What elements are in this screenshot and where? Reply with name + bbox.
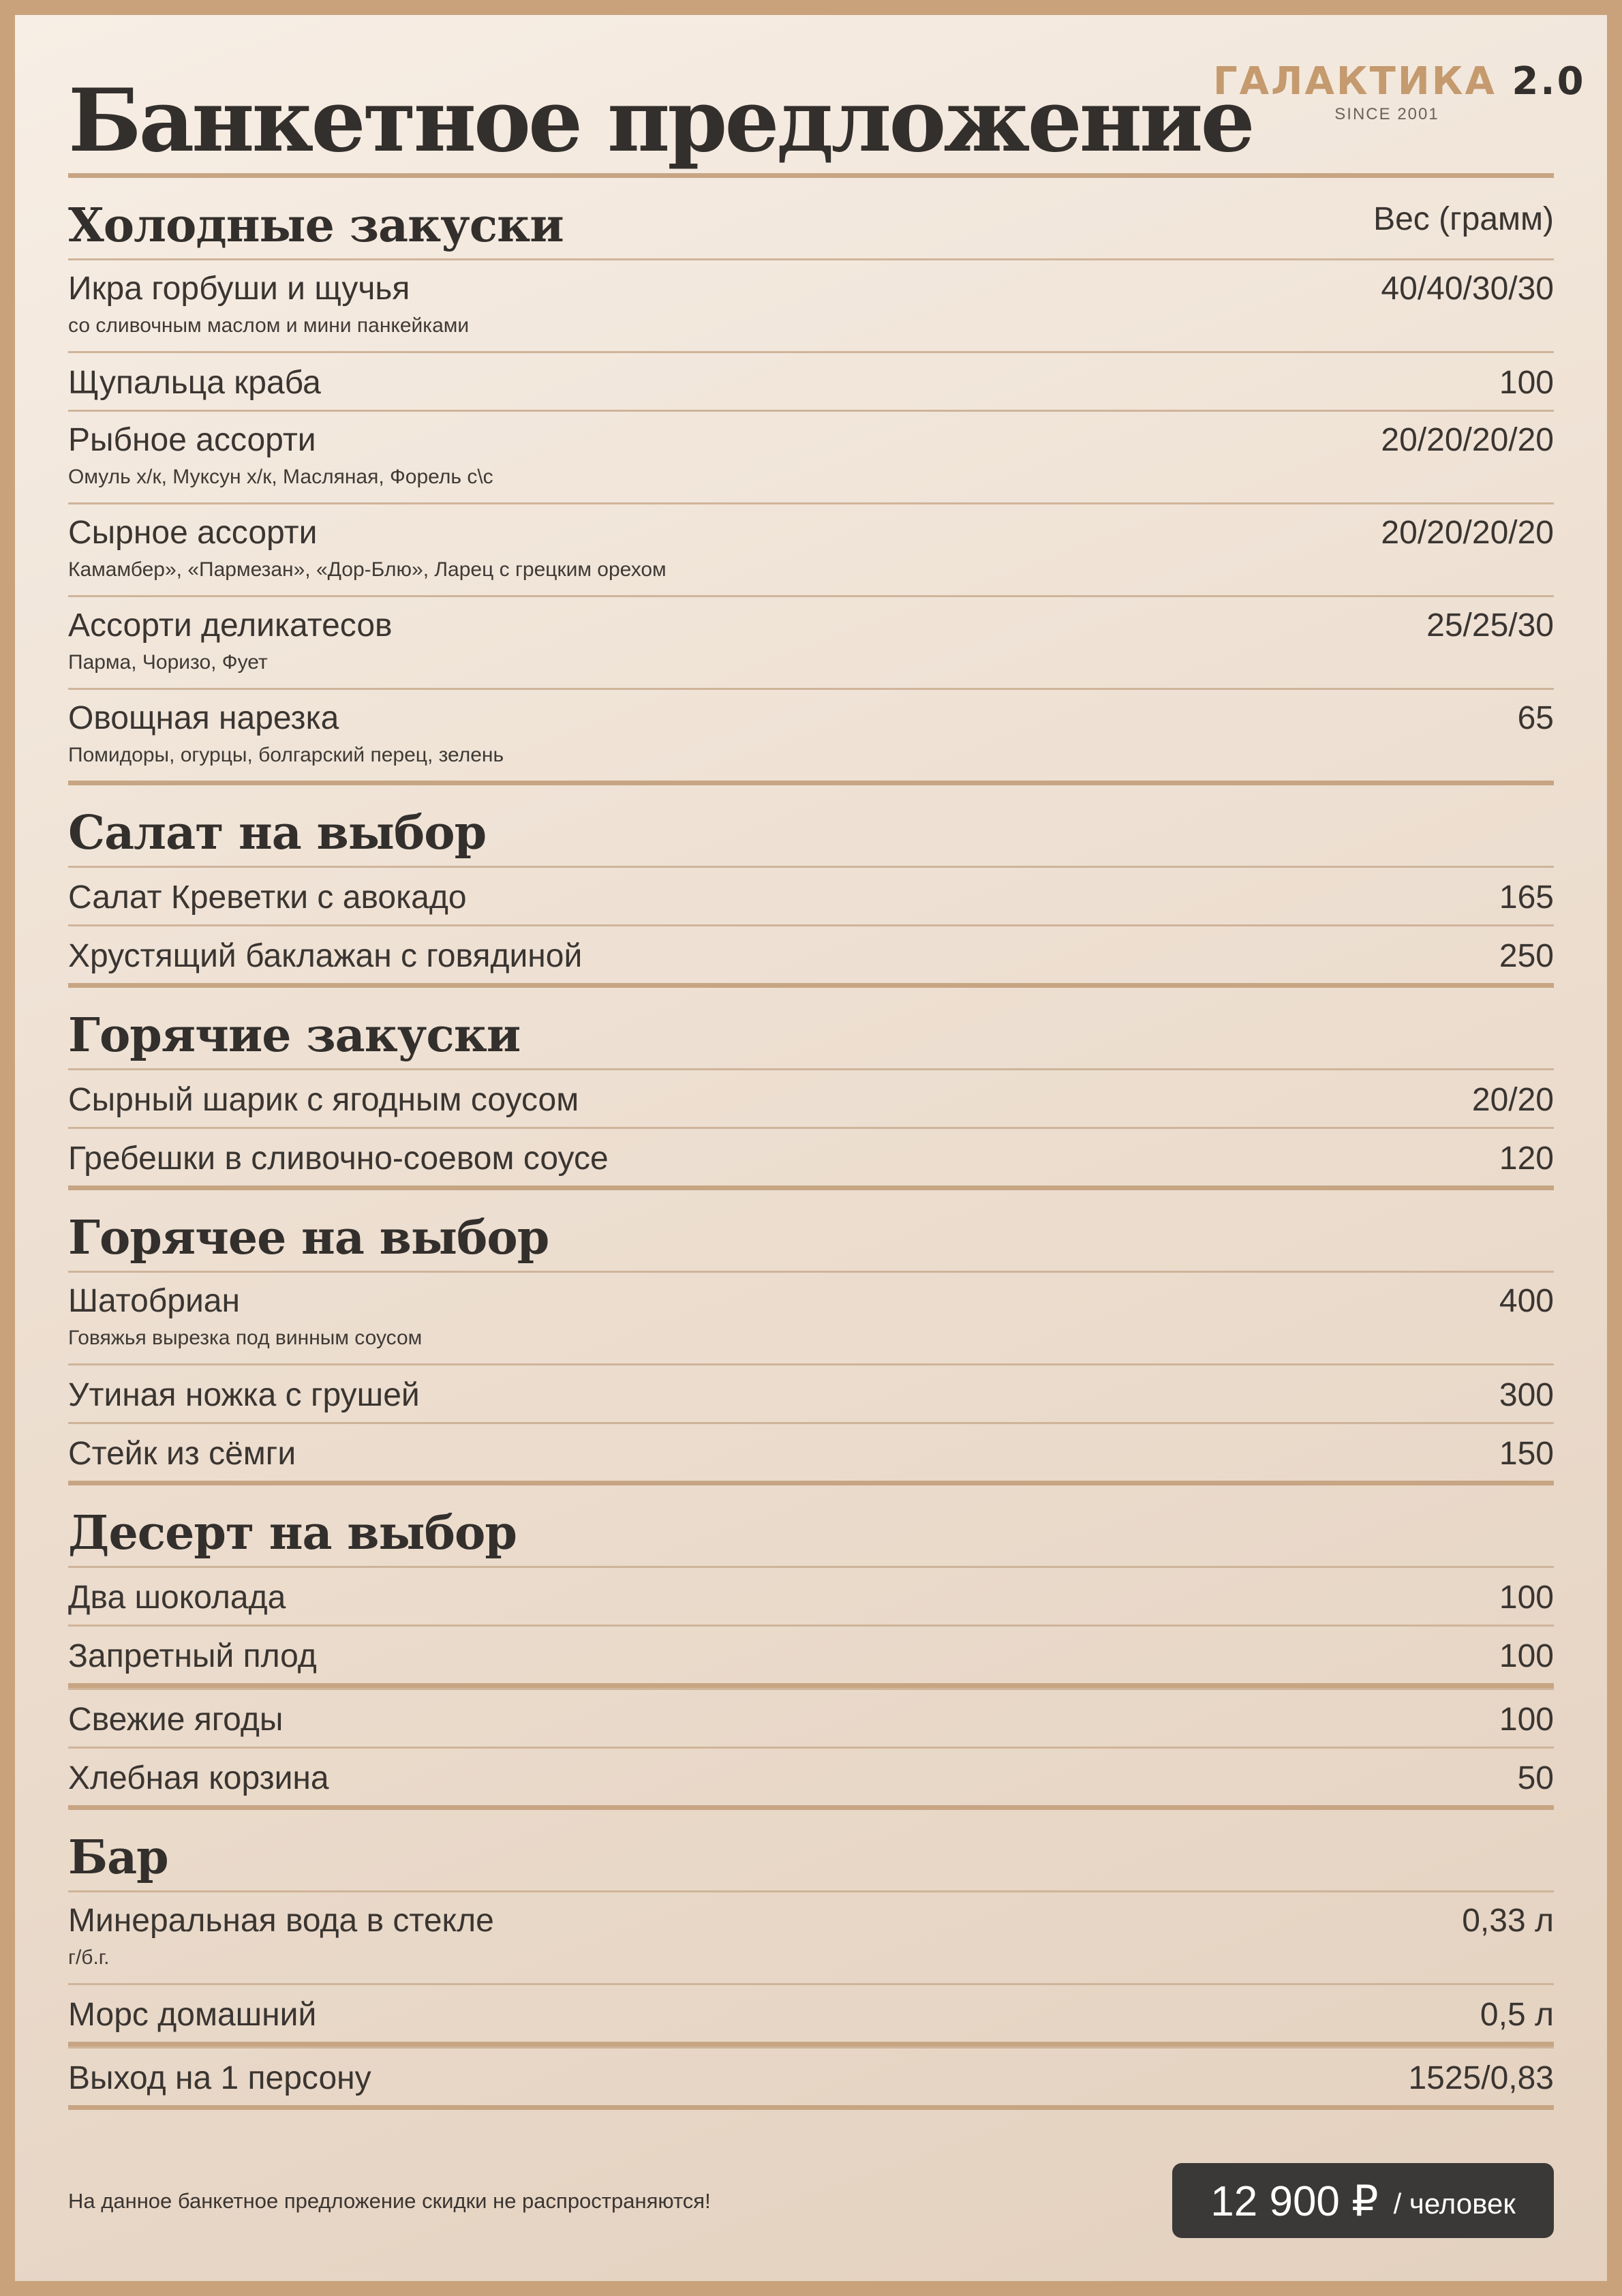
menu-item — [68, 1568, 1554, 1625]
menu-item — [68, 868, 1554, 924]
menu-item — [68, 1985, 1554, 2042]
menu-sections — [68, 178, 1554, 2110]
item-name: Запретный плод — [68, 1638, 317, 1674]
menu-item — [68, 1424, 1554, 1481]
page-title: Банкетное предложение — [68, 70, 1253, 171]
item-name: Выход на 1 персону — [68, 2060, 371, 2096]
section-divider — [68, 781, 1554, 785]
item-weight: 100 — [1499, 1638, 1554, 1674]
section-title: Десерт на выбор — [68, 1506, 517, 1560]
price-value: 12 900 ₽ — [1210, 2177, 1379, 2225]
item-name: Щупальца краба — [68, 365, 321, 401]
item-weight: 20/20/20/20 — [1381, 515, 1554, 551]
item-name: Хлебная корзина — [68, 1760, 329, 1796]
item-name: Гребешки в сливочно-соевом соусе — [68, 1141, 609, 1177]
menu-item — [68, 1129, 1554, 1185]
menu-item — [68, 353, 1554, 410]
item-weight: 0,5 л — [1480, 1997, 1554, 2033]
item-name: Свежие ягоды — [68, 1702, 284, 1738]
item-weight: 25/25/30 — [1426, 607, 1554, 644]
weight-column-header: Вес (грамм) — [1373, 201, 1554, 237]
item-description: Парма, Чоризо, Фует — [68, 651, 268, 674]
item-weight: 0,33 л — [1462, 1903, 1554, 1939]
item-weight: 100 — [1499, 1702, 1554, 1738]
menu-item — [68, 1627, 1554, 1683]
menu-sheet — [15, 15, 1607, 2281]
item-name: Хрустящий баклажан с говядиной — [68, 938, 583, 974]
item-weight: 250 — [1499, 938, 1554, 974]
item-name: Овощная нарезка — [68, 700, 339, 736]
menu-item — [68, 260, 1554, 351]
menu-item — [68, 1273, 1554, 1363]
logo — [1213, 59, 1586, 124]
logo-since: SINCE 2001 — [1334, 105, 1439, 123]
section-header — [68, 1810, 1554, 1890]
section-title: Горячее на выбор — [68, 1211, 549, 1265]
item-weight: 150 — [1499, 1436, 1554, 1472]
item-name: Сырный шарик с ягодным соусом — [68, 1082, 579, 1118]
item-name: Морс домашний — [68, 1997, 317, 2033]
price-badge — [1172, 2163, 1554, 2238]
item-weight: 20/20/20/20 — [1381, 422, 1554, 458]
menu-item — [68, 1749, 1554, 1805]
menu-item — [68, 597, 1554, 688]
menu-item — [68, 690, 1554, 781]
price-unit: / человек — [1393, 2188, 1516, 2220]
item-weight: 100 — [1499, 365, 1554, 401]
item-name: Шатобриан — [68, 1283, 240, 1319]
title-divider — [68, 173, 1554, 178]
item-weight: 1525/0,83 — [1408, 2060, 1554, 2096]
section-header — [68, 988, 1554, 1068]
item-description: Омуль х/к, Муксун х/к, Масляная, Форель с\с — [68, 466, 493, 488]
logo-version: 2.0 — [1512, 59, 1586, 104]
item-weight: 50 — [1517, 1760, 1554, 1796]
footer — [68, 2110, 1554, 2225]
section-divider — [68, 1805, 1554, 1810]
menu-item — [68, 1070, 1554, 1127]
menu-item — [68, 926, 1554, 983]
item-weight: 20/20 — [1471, 1082, 1554, 1118]
section-divider — [68, 1683, 1554, 1688]
section-divider — [68, 1481, 1554, 1485]
item-weight: 65 — [1517, 700, 1554, 736]
item-name: Салат Креветки с авокадо — [68, 879, 467, 916]
section-divider — [68, 983, 1554, 988]
menu-item — [68, 2049, 1554, 2105]
item-description: г/б.г. — [68, 1946, 110, 1969]
menu-item — [68, 1690, 1554, 1747]
item-name: Рыбное ассорти — [68, 422, 316, 458]
section-title: Горячие закуски — [68, 1008, 521, 1063]
item-name: Сырное ассорти — [68, 515, 318, 551]
item-weight: 300 — [1499, 1377, 1554, 1413]
item-name: Ассорти деликатесов — [68, 607, 393, 644]
item-weight: 120 — [1499, 1141, 1554, 1177]
menu-item — [68, 504, 1554, 595]
menu-item — [68, 1365, 1554, 1422]
menu-content — [68, 15, 1586, 2225]
menu-item — [68, 1892, 1554, 1983]
section-divider — [68, 2105, 1554, 2110]
discount-note: На данное банкетное предложение скидки не распространяются! — [68, 2189, 711, 2213]
header — [68, 15, 1586, 173]
item-name: Два шоколада — [68, 1580, 286, 1616]
section-divider — [68, 2042, 1554, 2046]
section-title: Холодные закуски — [68, 198, 564, 253]
section-header — [68, 178, 1554, 258]
item-name: Икра горбуши и щучья — [68, 271, 410, 307]
menu-item — [68, 412, 1554, 502]
section-header — [68, 785, 1554, 866]
item-weight: 400 — [1499, 1283, 1554, 1319]
item-weight: 100 — [1499, 1580, 1554, 1616]
item-weight: 165 — [1499, 879, 1554, 916]
item-name: Минеральная вода в стекле — [68, 1903, 494, 1939]
section-header — [68, 1190, 1554, 1271]
item-description: со сливочным маслом и мини панкейками — [68, 314, 470, 337]
item-weight: 40/40/30/30 — [1381, 271, 1554, 307]
item-description: Помидоры, огурцы, болгарский перец, зелень — [68, 744, 504, 766]
section-title: Салат на выбор — [68, 806, 487, 860]
logo-name: ГАЛАКТИКА — [1213, 59, 1497, 104]
item-name: Стейк из сёмги — [68, 1436, 296, 1472]
item-description: Камамбер», «Пармезан», «Дор-Блю», Ларец с грецким орехом — [68, 558, 667, 581]
section-title: Бар — [68, 1830, 168, 1885]
section-header — [68, 1485, 1554, 1566]
item-description: Говяжья вырезка под винным соусом — [68, 1327, 423, 1349]
section-divider — [68, 1185, 1554, 1190]
item-name: Утиная ножка с грушей — [68, 1377, 420, 1413]
